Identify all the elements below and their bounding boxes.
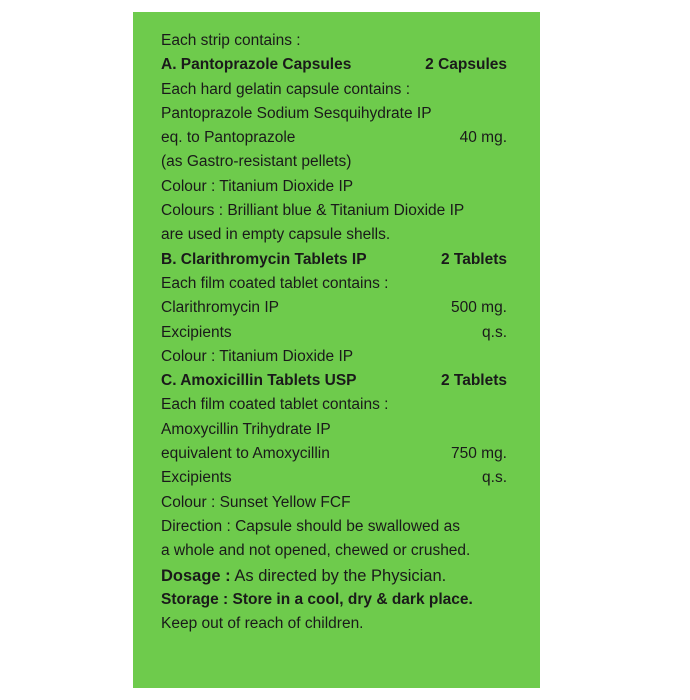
line-text: Each strip contains : — [161, 32, 301, 49]
composition-line — [161, 442, 509, 466]
section-heading — [161, 248, 509, 272]
line-text: Amoxycillin Trihydrate IP — [161, 420, 331, 438]
composition-line — [161, 539, 509, 563]
line-text: Each film coated tablet contains : — [161, 274, 389, 292]
composition-line — [161, 199, 509, 223]
line-quantity: 750 mg. — [450, 445, 507, 463]
section-heading — [161, 53, 509, 77]
composition-line — [161, 393, 509, 417]
line-text: B. Clarithromycin Tablets IP — [161, 250, 367, 268]
line-text: Colour : Titanium Dioxide IP — [161, 177, 354, 195]
section-heading — [161, 369, 509, 393]
storage-row — [161, 588, 509, 612]
line-text: Colours : Brilliant blue & Titanium Dioxide IP — [161, 202, 465, 220]
composition-line — [161, 466, 509, 490]
line-text: are used in empty capsule shells. — [161, 226, 391, 244]
line-quantity: 500 mg. — [450, 299, 507, 317]
line-text: Excipients — [161, 469, 232, 487]
line-quantity — [507, 393, 509, 417]
line-text: a whole and not opened, chewed or crushed. — [161, 542, 471, 560]
composition-line — [161, 418, 509, 442]
line-quantity — [507, 102, 509, 126]
composition-line — [161, 175, 509, 199]
composition-line — [161, 29, 509, 53]
line-text: Colour : Titanium Dioxide IP — [161, 347, 354, 365]
line-quantity: q.s. — [482, 469, 507, 487]
composition-line — [161, 223, 509, 247]
line-text: Each film coated tablet contains : — [161, 396, 389, 414]
line-quantity: q.s. — [482, 323, 507, 341]
line-quantity: 2 Tablets — [440, 250, 507, 268]
line-text: Direction : Capsule should be swallowed as — [161, 517, 460, 535]
composition-text-block — [161, 29, 509, 636]
line-text: Each hard gelatin capsule contains : — [161, 80, 411, 98]
composition-line — [161, 150, 509, 174]
line-quantity — [507, 223, 509, 247]
line-text: Clarithromycin IP — [161, 299, 279, 317]
keep-away-row — [161, 612, 509, 636]
line-quantity: 2 Tablets — [440, 372, 507, 390]
line-quantity — [507, 418, 509, 442]
composition-line — [161, 296, 509, 320]
composition-line — [161, 78, 509, 102]
composition-line — [161, 491, 509, 515]
dosage-label: Dosage : — [161, 566, 231, 585]
line-text: Excipients — [161, 323, 232, 341]
line-text: Pantoprazole Sodium Sesquihydrate IP — [161, 104, 432, 122]
line-quantity: 40 mg. — [459, 129, 507, 147]
line-quantity — [507, 539, 509, 563]
line-text: equivalent to Amoxycillin — [161, 445, 330, 463]
line-text: eq. to Pantoprazole — [161, 129, 296, 147]
line-quantity — [507, 345, 509, 369]
line-quantity — [507, 491, 509, 515]
composition-lines — [161, 29, 509, 564]
line-quantity — [507, 272, 509, 296]
line-quantity — [507, 199, 509, 223]
dosage-text: As directed by the Physician. — [230, 566, 447, 585]
line-text: (as Gastro-resistant pellets) — [161, 153, 352, 171]
composition-line — [161, 126, 509, 150]
line-quantity — [507, 150, 509, 174]
line-text: C. Amoxicillin Tablets USP — [161, 372, 357, 390]
line-quantity — [507, 175, 509, 199]
composition-line — [161, 102, 509, 126]
line-text: Colour : Sunset Yellow FCF — [161, 493, 351, 511]
storage-label: Storage : Store in a cool, dry & dark place. — [161, 590, 473, 608]
line-quantity — [507, 515, 509, 539]
line-quantity — [507, 78, 509, 102]
composition-line — [161, 345, 509, 369]
line-text: A. Pantoprazole Capsules — [161, 56, 352, 74]
line-quantity — [507, 29, 509, 53]
composition-line — [161, 321, 509, 345]
line-quantity: 2 Capsules — [425, 56, 507, 74]
keep-away-text: Keep out of reach of children. — [161, 615, 364, 633]
composition-line — [161, 272, 509, 296]
composition-line — [161, 515, 509, 539]
dosage-row — [161, 564, 509, 588]
